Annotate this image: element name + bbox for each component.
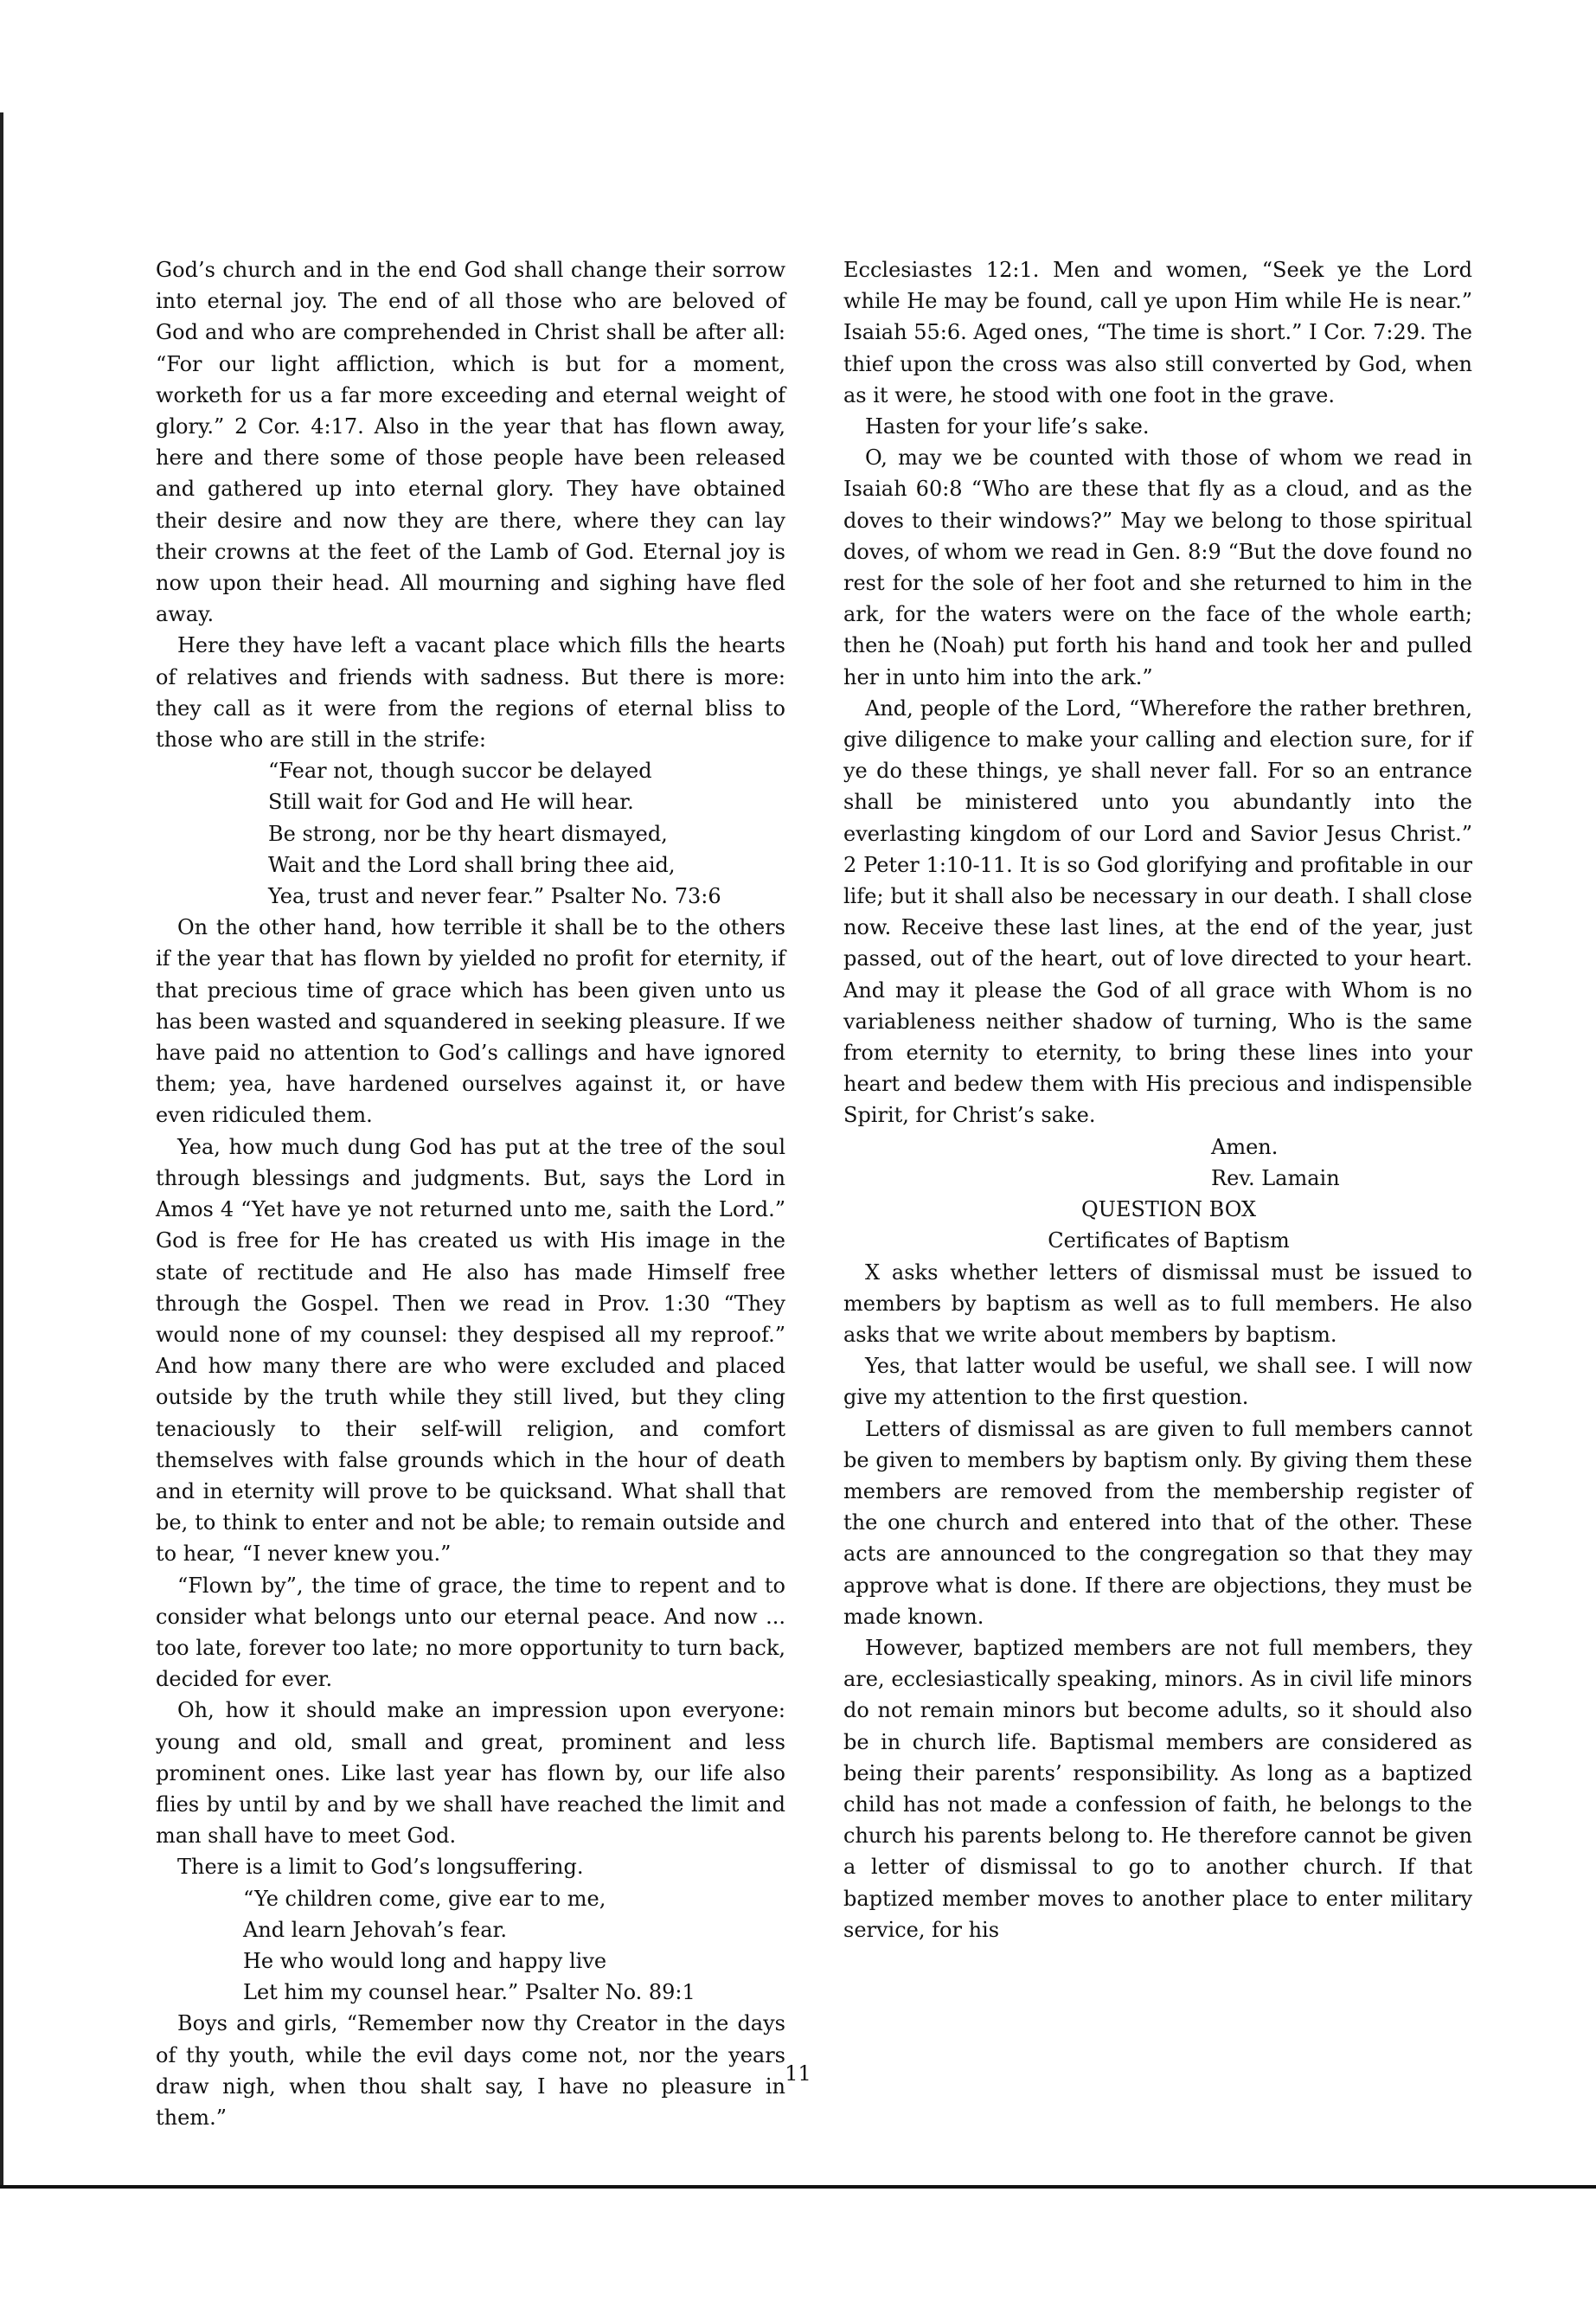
verse-line: And learn Jehovah’s fear. — [243, 1917, 508, 1942]
paragraph: X asks whether letters of dismissal must be issued to members by baptism as well as to full members. He also asks that we write about members by baptism. — [843, 1259, 1472, 1347]
scan-bottom-edge — [0, 2185, 1596, 2189]
verse-line: Be strong, nor be thy heart dismayed, — [268, 821, 668, 846]
right-column — [843, 254, 1472, 1945]
paragraph: And, people of the Lord, “Wherefore the rather brethren, give diligence to make your calling and election sure, for if ye do these things, ye shall never fall. For so an entrance shall be ministered unto you abundantly into the everlasting kingdom of our Lord and Savior Jesus Christ.” 2 Peter 1:10-11. It is so God glorifying and profitable in our life; but it shall also be necessary in our death. I shall close now. Receive these last lines, at the end of the year, just passed, out of the heart, out of love directed to your heart. And may it please the God of all grace with Whom is no variableness neither shadow of turning, Who is the same from eternity to eternity, to bring these lines into your heart and bedew them with His precious and indispensible Spirit, for Christ’s sake. — [843, 695, 1472, 1128]
paragraph: Boys and girls, “Remember now thy Creator in the days of thy youth, while the evil days come not, nor the years draw nigh, when thou shalt say, I have no pleasure in them.” — [156, 2011, 785, 2130]
paragraph: Letters of dismissal as are given to full members cannot be given to members by baptism only. By giving them these members are removed from the membership register of the one church and entered into that of the other. These acts are announced to the congregation so that they may approve what is done. If there are objections, they must be made known. — [843, 1416, 1472, 1629]
verse-line: He who would long and happy live — [243, 1948, 607, 1973]
author: Rev. Lamain — [1211, 1165, 1340, 1190]
scan-top-margin — [0, 0, 1596, 112]
signature-block — [843, 1131, 1472, 1194]
psalter-verse-89 — [156, 1883, 785, 2009]
page-number: 11 — [785, 2061, 811, 2086]
paragraph: On the other hand, how terrible it shall be to the others if the year that has flown by yielded no profit for eternity, if that precious time of grace which has been given unto us has been wasted and squandered in seeking pleasure. If we have paid no attention to God’s callings and have ignored them; yea, have hardened ourselves against it, or have even ridiculed them. — [156, 915, 785, 1128]
paragraph: Oh, how it should make an impression upon everyone: young and old, small and great, prominent and less prominent ones. Like last year has flown by, our life also flies by until by and by we shall have reached the limit and man shall have to meet God. — [156, 1698, 785, 1849]
signoff: Amen. — [1211, 1134, 1279, 1159]
paragraph: Ecclesiastes 12:1. Men and women, “Seek ye the Lord while He may be found, call ye upon Him while He is near.” Isaiah 55:6. Aged ones, “The time is short.” I Cor. 7:29. The thief upon the cross was also still converted by God, when as it were, he stood with one foot in the grave. — [843, 258, 1472, 407]
verse-line: Let him my counsel hear.” Psalter No. 89:1 — [243, 1980, 695, 2005]
paragraph: Here they have left a vacant place which fills the hearts of relatives and friends with sadness. But there is more: they call as it were from the regions of eternal bliss to those who are still in the strife: — [156, 633, 785, 753]
verse-line: Yea, trust and never fear.” Psalter No. 73:6 — [268, 884, 721, 909]
paragraph: Yea, how much dung God has put at the tree of the soul through blessings and judgments. But, says the Lord in Amos 4 “Yet have ye not returned unto me, saith the Lord.” God is free for He has created us with His image in the state of rectitude and He also has made Himself free through the Gospel. Then we read in Prov. 1:30 “They would none of my counsel: they despised all my reproof.” And how many there are who were excluded and placed outside by the truth while they still lived, but they cling tenaciously to their self-will religion, and comfort themselves with false grounds which in the hour of death and in eternity will prove to be quicksand. What shall that be, to think to enter and not be able; to remain outside and to hear, “I never knew you.” — [156, 1134, 785, 1567]
verse-line: “Fear not, though succor be delayed — [268, 759, 652, 784]
section-heading: QUESTION BOX — [1080, 1197, 1257, 1222]
paragraph: However, baptized members are not full members, they are, ecclesiastically speaking, minors. As in civil life minors do not remain minors but become adults, so it should also be in church life. Baptismal members are considered as being their parents’ responsibility. As long as a baptized child has not made a confession of faith, he belongs to the church his parents belong to. He therefore cannot be given a letter of dismissal to go to another church. If that baptized member moves to another place to enter military service, for his — [843, 1635, 1472, 1942]
paragraph: “Flown by”, the time of grace, the time to repent and to consider what belongs unto our eternal peace. And now ... too late, forever too late; no more opportunity to turn back, decided for ever. — [156, 1573, 785, 1692]
psalter-verse-73 — [156, 755, 785, 912]
paragraph: God’s church and in the end God shall change their sorrow into eternal joy. The end of all those who are beloved of God and who are comprehended in Christ shall be after all: “For our light affliction, which is but for a moment, worketh for us a far more exceeding and eternal weight of glory.” 2 Cor. 4:17. Also in the year that has flown away, here and there some of those people have been released and gathered up into eternal glory. They have obtained their desire and now they are there, where they can lay their crowns at the feet of the Lamb of God. Eternal joy is now upon their head. All mourning and sighing have fled away. — [156, 258, 785, 627]
paragraph: Yes, that latter would be useful, we shall see. I will now give my attention to the first question. — [843, 1354, 1472, 1410]
verse-line: “Ye children come, give ear to me, — [243, 1886, 606, 1911]
verse-line: Wait and the Lord shall bring thee aid, — [268, 852, 676, 877]
paragraph: There is a limit to God’s longsuffering. — [177, 1855, 584, 1880]
scan-left-edge — [0, 112, 3, 2189]
section-subheading: Certificates of Baptism — [1048, 1228, 1290, 1253]
paragraph: Hasten for your life’s sake. — [865, 414, 1150, 439]
left-column — [156, 254, 785, 2133]
paragraph: O, may we be counted with those of whom we read in Isaiah 60:8 “Who are these that fly as a cloud, and as the doves to their windows?” May we belong to those spiritual doves, of whom we read in Gen. 8:9 “But the dove found no rest for the sole of her foot and she returned to him in the ark, for the waters were on the face of the whole earth; then he (Noah) put forth his hand and took her and pulled her in unto him into the ark.” — [843, 445, 1472, 689]
verse-line: Still wait for God and He will hear. — [268, 790, 634, 815]
